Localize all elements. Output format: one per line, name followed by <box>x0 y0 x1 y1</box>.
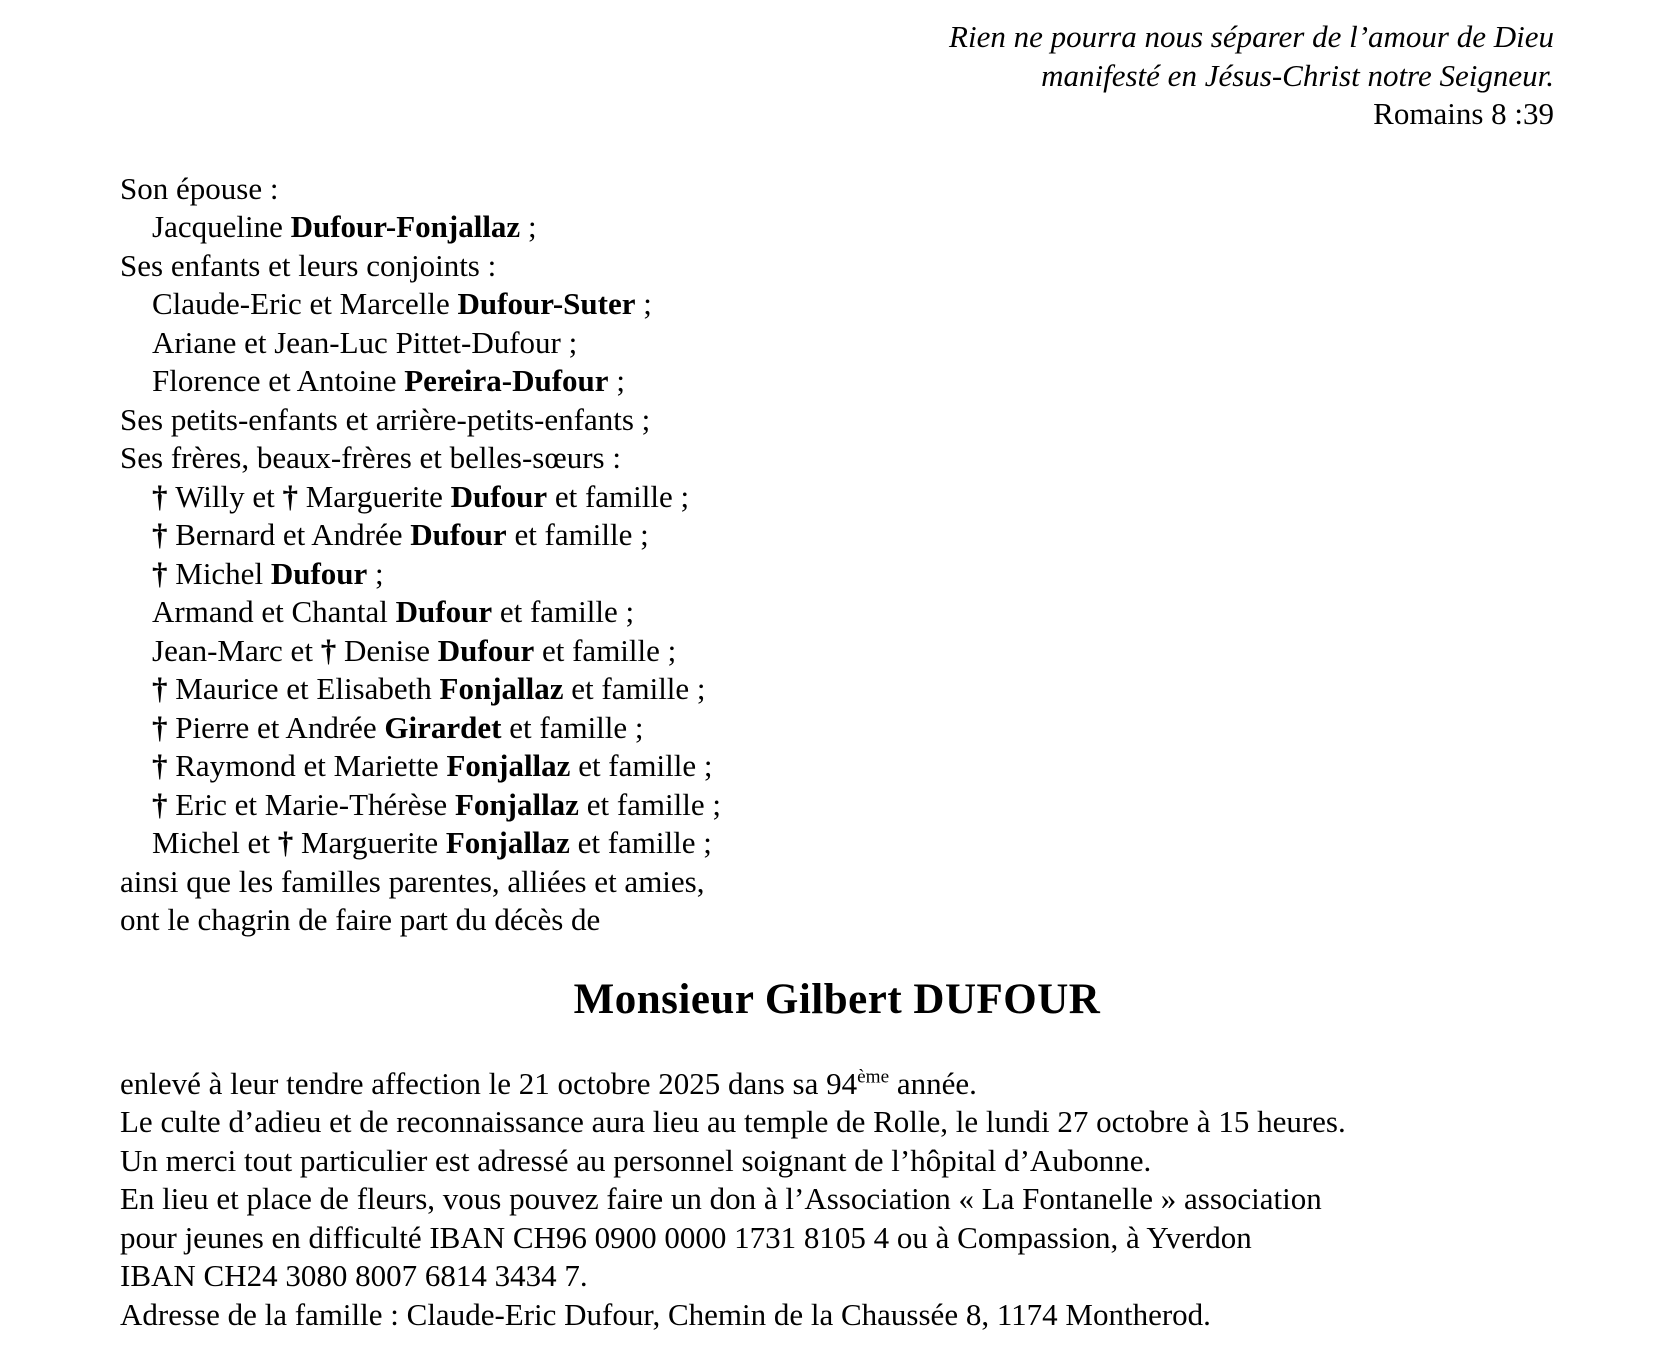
family-line <box>120 786 1554 825</box>
text-segment: Pereira-Dufour <box>404 363 609 398</box>
text-segment: Claude-Eric et Marcelle <box>152 286 458 321</box>
family-line <box>120 593 1554 632</box>
details-line <box>120 1103 1554 1142</box>
text-segment: Fonjallaz <box>439 671 564 706</box>
text-segment: Marguerite <box>300 825 446 860</box>
text-segment: Ariane et Jean-Luc Pittet-Dufour ; <box>152 324 578 360</box>
family-line <box>120 632 1554 671</box>
text-segment: Dufour <box>410 517 507 552</box>
text-segment: Ses frères, beaux-frères et belles-sœurs : <box>120 440 621 475</box>
text-segment: Dufour <box>395 594 493 629</box>
text-segment: Bernard et Andrée <box>175 517 411 552</box>
text-segment: Girardet <box>384 709 502 745</box>
dagger-deceased-marker: † <box>152 709 176 745</box>
family-line <box>120 362 1554 401</box>
text-segment: Dufour <box>450 478 548 514</box>
dagger-deceased-marker: † <box>152 517 176 552</box>
scripture-quote <box>120 18 1554 134</box>
text-segment: Jacqueline <box>152 209 291 244</box>
text-segment: Fonjallaz <box>445 825 570 860</box>
text-segment: Jean-Marc et <box>152 632 321 668</box>
text-segment: et famille ; <box>569 825 712 860</box>
family-line <box>120 285 1554 324</box>
text-segment: Maurice et Elisabeth <box>175 671 440 706</box>
text-segment: Fonjallaz <box>454 786 579 822</box>
text-segment: Pierre et Andrée <box>175 709 385 745</box>
text-segment: Adresse de la famille : Claude-Eric Dufour, Chemin de la Chaussée 8, 1174 Montherod. <box>120 1296 1211 1332</box>
dagger-deceased-marker: † <box>320 632 344 668</box>
text-segment: Marguerite <box>305 478 451 514</box>
text-segment: Raymond et Mariette <box>175 748 447 783</box>
text-segment: et famille ; <box>501 709 644 745</box>
text-segment: Ses enfants et leurs conjoints : <box>120 247 497 283</box>
family-line <box>120 747 1554 786</box>
text-segment: ; <box>367 555 384 591</box>
text-segment: année. <box>889 1065 977 1101</box>
quote-line-2: manifesté en Jésus-Christ notre Seigneur. <box>1041 57 1554 93</box>
funeral-details <box>120 1065 1554 1335</box>
family-line <box>120 324 1554 363</box>
text-segment: ; <box>608 363 625 398</box>
family-line <box>120 516 1554 555</box>
text-segment: et famille ; <box>534 632 677 668</box>
text-segment: ; <box>635 286 652 321</box>
text-segment: Armand et Chantal <box>152 594 396 629</box>
details-line <box>120 1142 1554 1181</box>
deceased-name: Monsieur Gilbert DUFOUR <box>573 975 1101 1023</box>
details-line <box>120 1180 1554 1219</box>
text-segment: Eric et Marie-Thérèse <box>175 786 455 822</box>
text-segment: enlevé à leur tendre affection le 21 octobre 2025 dans sa 94 <box>120 1065 858 1101</box>
text-segment: Michel <box>175 555 271 591</box>
family-line <box>120 863 1554 902</box>
text-segment: et famille ; <box>578 786 721 822</box>
family-members-list <box>120 170 1554 940</box>
text-segment: Dufour <box>437 632 535 668</box>
text-segment: Le culte d’adieu et de reconnaissance aura lieu au temple de Rolle, le lundi 27 octobre à 15 heures. <box>120 1104 1346 1139</box>
family-line <box>120 208 1554 247</box>
dagger-deceased-marker: † <box>152 671 176 706</box>
dagger-deceased-marker: † <box>152 748 176 783</box>
text-segment: ont le chagrin de faire part du décès de <box>120 902 601 937</box>
text-segment: ; <box>520 209 537 244</box>
dagger-deceased-marker: † <box>277 825 301 860</box>
quote-reference: Romains 8 :39 <box>1373 96 1554 131</box>
text-segment: et famille ; <box>506 517 649 552</box>
family-line <box>120 555 1554 594</box>
dagger-deceased-marker: † <box>152 555 176 591</box>
quote-line-1: Rien ne pourra nous séparer de l’amour de Dieu <box>949 19 1554 54</box>
text-segment: IBAN CH24 3080 8007 6814 3434 7. <box>120 1258 588 1293</box>
dagger-deceased-marker: † <box>282 478 306 514</box>
text-segment: Denise <box>343 632 438 668</box>
text-segment: Florence et Antoine <box>152 363 405 398</box>
family-line <box>120 901 1554 940</box>
text-segment: et famille ; <box>570 748 713 783</box>
text-segment: Dufour-Suter <box>457 286 636 321</box>
text-segment: En lieu et place de fleurs, vous pouvez faire un don à l’Association « La Fontanelle » association <box>120 1181 1322 1216</box>
family-line <box>120 439 1554 478</box>
ordinal-superscript: ème <box>857 1066 890 1088</box>
text-segment: Michel et <box>152 825 278 860</box>
text-segment: Son épouse : <box>120 170 279 206</box>
text-segment: et famille ; <box>547 478 690 514</box>
text-segment: et famille ; <box>563 671 706 706</box>
details-line <box>120 1296 1554 1335</box>
details-line <box>120 1257 1554 1296</box>
text-segment: pour jeunes en difficulté IBAN CH96 0900 0000 1731 8105 4 ou à Compassion, à Yverdon <box>120 1219 1252 1255</box>
dagger-deceased-marker: † <box>152 786 176 822</box>
text-segment: Dufour-Fonjallaz <box>290 209 521 244</box>
dagger-deceased-marker: † <box>152 478 176 514</box>
text-segment: Un merci tout particulier est adressé au personnel soignant de l’hôpital d’Aubonne. <box>120 1142 1152 1178</box>
details-line <box>120 1219 1554 1258</box>
family-line <box>120 247 1554 286</box>
text-segment: Fonjallaz <box>446 748 571 783</box>
family-line <box>120 478 1554 517</box>
text-segment: ainsi que les familles parentes, alliées et amies, <box>120 863 705 899</box>
family-line <box>120 670 1554 709</box>
text-segment: Dufour <box>270 555 368 591</box>
family-line <box>120 170 1554 209</box>
text-segment: Willy et <box>175 478 283 514</box>
text-segment: Ses petits-enfants et arrière-petits-enfants ; <box>120 401 651 437</box>
family-line <box>120 824 1554 863</box>
family-line <box>120 401 1554 440</box>
text-segment: et famille ; <box>492 594 635 629</box>
details-line <box>120 1065 1554 1104</box>
family-line <box>120 709 1554 748</box>
